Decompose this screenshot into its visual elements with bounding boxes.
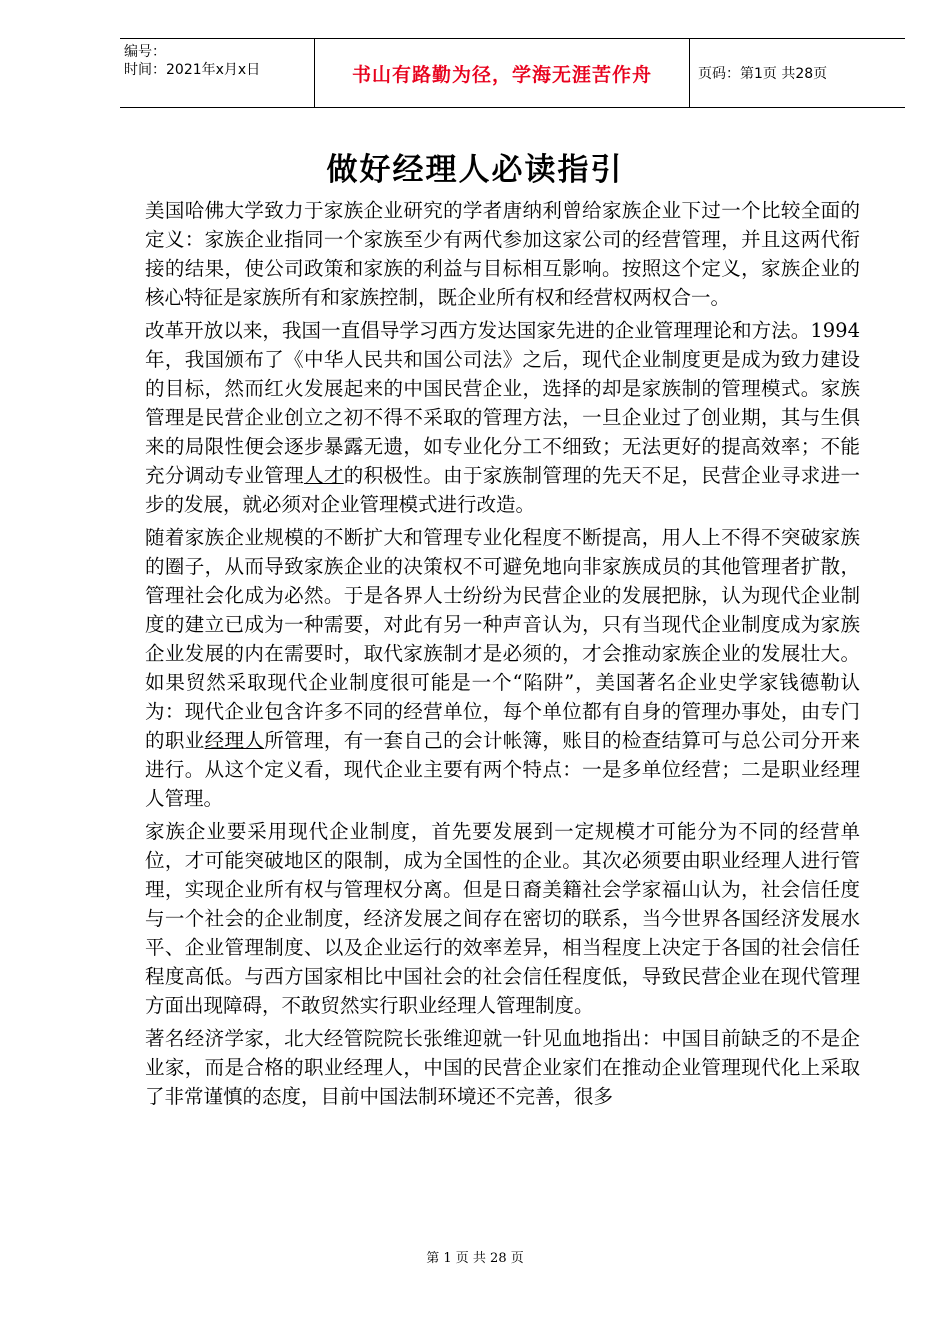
- paragraph-1: 美国哈佛大学致力于家族企业研究的学者唐纳利曾给家族企业下过一个比较全面的定义：家族企业指同一个家族至少有两代参加这家公司的经营管理，并且这两代衔接的结果，使公司政策和家族的利益与目标相互影响。按照这个定义，家族企业的核心特征是家族所有和家族控制，既企业所有权和经营权两权合一。: [145, 199, 860, 309]
- paragraph-3: [145, 523, 860, 813]
- link-talent[interactable]: 人才: [303, 464, 344, 487]
- document-body: [145, 196, 860, 1115]
- page-footer: 第 1 页 共 28 页: [426, 1251, 524, 1266]
- page-header: [120, 38, 905, 108]
- paragraph-2: [145, 316, 860, 519]
- document-title: 做好经理人必读指引: [326, 152, 624, 188]
- paragraph-5: 著名经济学家，北大经管院院长张维迎就一针见血地指出：中国目前缺乏的不是企业家，而是合格的职业经理人，中国的民营企业家们在推动企业管理现代化上采取了非常谨慎的态度，目前中国法制环境还不完善，很多: [145, 1027, 860, 1108]
- header-page-info: 页码：第1页 共28页: [698, 66, 828, 82]
- paragraph-2-text-after: 的积极性。由于家族制管理的先天不足，民营企业寻求进一步的发展，就必须对企业管理模式进行改造。: [145, 464, 860, 516]
- link-manager[interactable]: 经理人: [204, 729, 265, 752]
- paragraph-3-text-before: 随着家族企业规模的不断扩大和管理专业化程度不断提高，用人上不得不突破家族的圈子，从而导致家族企业的决策权不可避免地向非家族成员的其他管理者扩散，管理社会化成为必然。于是各界人士纷纷为民营企业的发展把脉，认为现代企业制度的建立已成为一种需要，对此有另一种声音认为，只有当现代企业制度成为家族企业发展的内在需要时，取代家族制才是必须的，才会推动家族企业的发展壮大。如果贸然采取现代企业制度很可能是一个“陷阱”，美国著名企业史学家钱德勒认为：现代企业包含许多不同的经营单位，每个单位都有自身的管理办事处，由专门的职业: [145, 526, 860, 752]
- paragraph-2-text-before: 改革开放以来，我国一直倡导学习西方发达国家先进的企业管理理论和方法。1994年，我国颁布了《中华人民共和国公司法》之后，现代企业制度更是成为致力建设的目标，然而红火发展起来的中国民营企业，选择的却是家族制的管理模式。家族管理是民营企业创立之初不得不采取的管理方法，一旦企业过了创业期，其与生俱来的局限性便会逐步暴露无遗，如专业化分工不细致；无法更好的提高效率；不能充分调动专业管理: [145, 319, 860, 487]
- document-number-label: 编号：: [124, 44, 166, 60]
- paragraph-4: 家族企业要采用现代企业制度，首先要发展到一定规模才可能分为不同的经营单位，才可能突破地区的限制，成为全国性的企业。其次必须要由职业经理人进行管理，实现企业所有权与管理权分离。但是日裔美籍社会学家福山认为，社会信任度与一个社会的企业制度，经济发展之间存在密切的联系，当今世界各国经济发展水平、企业管理制度、以及企业运行的效率差异，相当程度上决定于各国的社会信任程度高低。与西方国家相比中国社会的社会信任程度低，导致民营企业在现代管理方面出现障碍，不敢贸然实行职业经理人管理制度。: [145, 820, 860, 1017]
- paragraph-3-text-after: 所管理，有一套自己的会计帐簿，账目的检查结算可与总公司分开来进行。从这个定义看，现代企业主要有两个特点：一是多单位经营；二是职业经理人管理。: [145, 729, 860, 810]
- document-time-label: 时间：2021年x月x日: [124, 62, 261, 78]
- header-motto: 书山有路勤为径，学海无涯苦作舟: [315, 39, 690, 107]
- header-meta: [120, 39, 315, 107]
